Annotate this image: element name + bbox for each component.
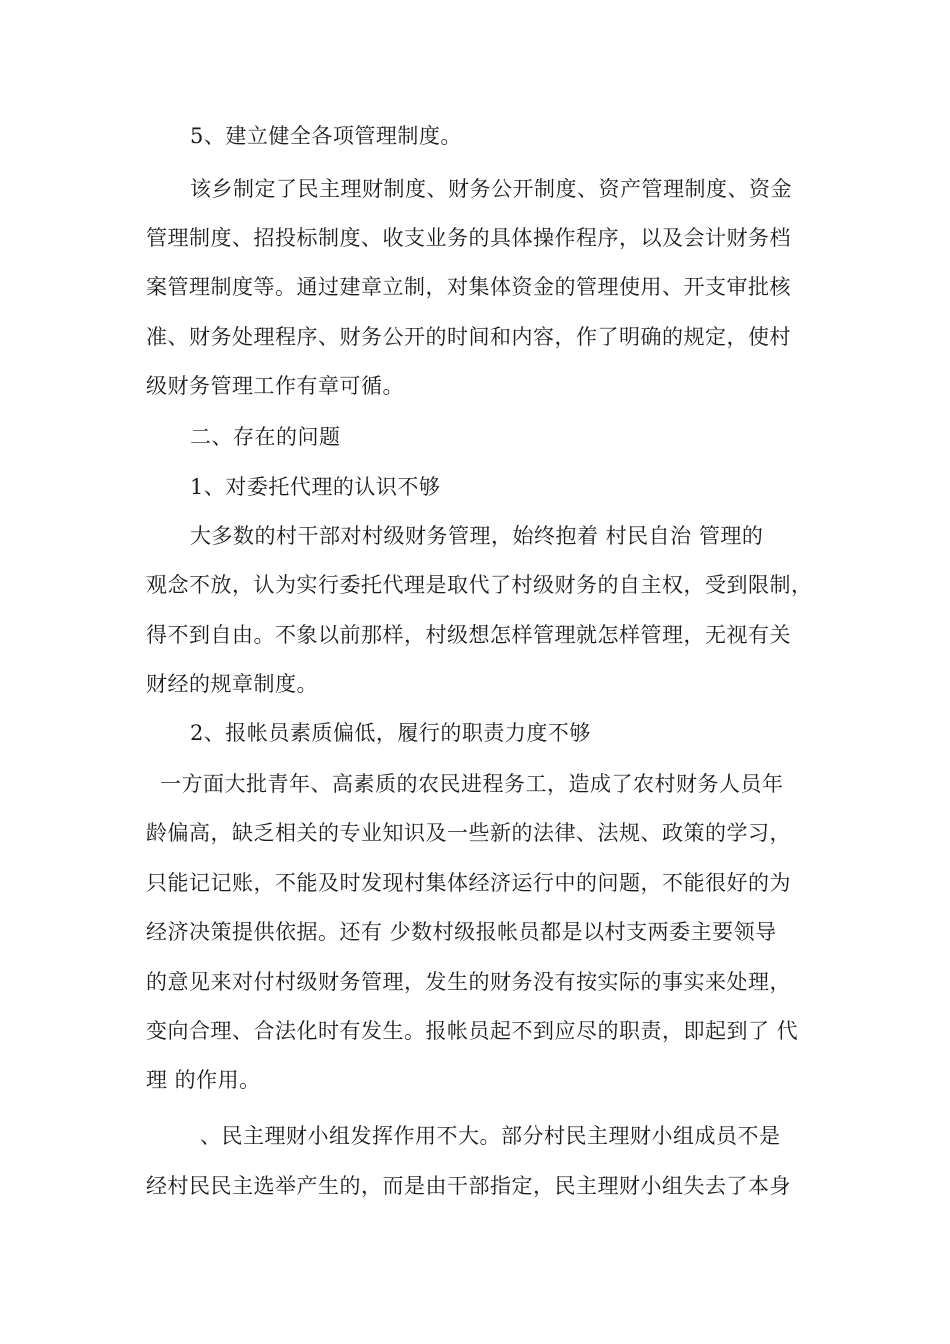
paragraph-line: 大多数的村干部对村级财务管理，始终抱着 村民自治 管理的 — [190, 524, 764, 548]
paragraph-line: 管理制度、招投标制度、收支业务的具体操作程序，以及会计财务档 — [146, 226, 791, 250]
paragraph-line: 准、财务处理程序、财务公开的时间和内容，作了明确的规定，使村 — [146, 325, 791, 349]
paragraph-line: 的意见来对付村级财务管理，发生的财务没有按实际的事实来处理， — [146, 970, 791, 994]
paragraph-line: 一方面大批青年、高素质的农民进程务工，造成了农村财务人员年 — [160, 772, 784, 796]
paragraph-line: 观念不放，认为实行委托代理是取代了村级财务的自主权，受到限制， — [146, 573, 813, 597]
paragraph-line: 得不到自由。不象以前那样，村级想怎样管理就怎样管理，无视有关 — [146, 623, 791, 647]
sub-heading-1: 1、对委托代理的认识不够 — [190, 475, 441, 499]
paragraph-line: 经村民民主选举产生的，而是由干部指定，民主理财小组失去了本身 — [146, 1174, 791, 1198]
heading-item-5: 5、建立健全各项管理制度。 — [190, 124, 462, 148]
paragraph-line: 经济决策提供依据。还有 少数村级报帐员都是以村支两委主要领导 — [146, 920, 777, 944]
paragraph-line: 该乡制定了民主理财制度、财务公开制度、资产管理制度、资金 — [190, 177, 792, 201]
paragraph-line: 变向合理、合法化时有发生。报帐员起不到应尽的职责，即起到了 代 — [146, 1019, 799, 1043]
paragraph-line: 案管理制度等。通过建章立制，对集体资金的管理使用、开支审批核 — [146, 275, 791, 299]
paragraph-line: 财经的规章制度。 — [146, 672, 318, 696]
paragraph-line: 、民主理财小组发挥作用不大。部分村民主理财小组成员不是 — [200, 1124, 781, 1148]
paragraph-line: 只能记记账，不能及时发现村集体经济运行中的问题，不能很好的为 — [146, 871, 791, 895]
sub-heading-2: 2、报帐员素质偏低，履行的职责力度不够 — [190, 721, 591, 745]
paragraph-line: 龄偏高，缺乏相关的专业知识及一些新的法律、法规、政策的学习， — [146, 821, 791, 845]
paragraph-line: 级财务管理工作有章可循。 — [146, 374, 404, 398]
section-heading: 二、存在的问题 — [190, 425, 341, 449]
paragraph-line: 理 的作用。 — [146, 1068, 261, 1092]
